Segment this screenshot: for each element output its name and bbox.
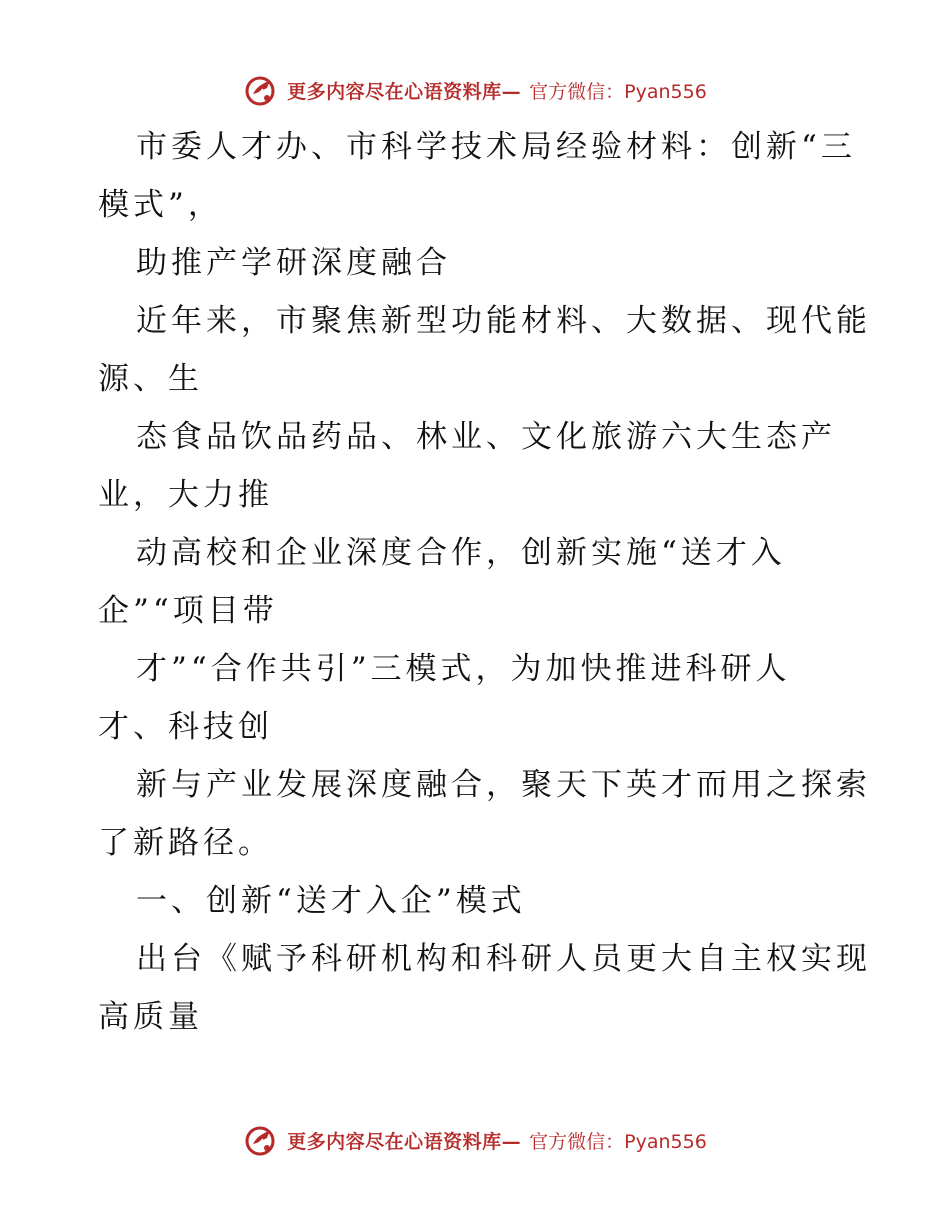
document-line: 出台《赋予科研机构和科研人员更大自主权实现 (136, 941, 871, 977)
document-line: 模式”， (98, 187, 223, 223)
banner-library-text: 更多内容尽在心语资料库— (287, 80, 522, 103)
banner-wechat-text: 官方微信：Pyan556 (529, 80, 707, 103)
document-line: 一、创新“送才入企”模式 (136, 883, 526, 919)
document-line: 高质量 (98, 999, 203, 1035)
banner-library-text: 更多内容尽在心语资料库— (287, 1130, 522, 1153)
document-line: 源、生 (98, 361, 203, 397)
document-line: 市委人才办、市科学技术局经验材料：创新“三 (136, 129, 856, 165)
document-line: 近年来，市聚焦新型功能材料、大数据、现代能 (136, 303, 871, 339)
document-line: 才、科技创 (98, 709, 273, 745)
library-logo-icon (243, 72, 279, 108)
document-line: 才”“合作共引”三模式，为加快推进科研人 (136, 651, 791, 687)
header-watermark-banner (0, 70, 950, 110)
document-line: 助推产学研深度融合 (136, 245, 451, 281)
library-logo-icon (243, 1122, 279, 1158)
banner-wechat-text: 官方微信：Pyan556 (529, 1130, 707, 1153)
document-line: 业，大力推 (98, 477, 273, 513)
document-line: 新与产业发展深度融合，聚天下英才而用之探索 (136, 767, 871, 803)
document-body (98, 118, 871, 1046)
document-line: 态食品饮品药品、林业、文化旅游六大生态产 (136, 419, 836, 455)
document-line: 了新路径。 (98, 825, 273, 861)
footer-watermark-banner (0, 1120, 950, 1160)
document-line: 动高校和企业深度合作，创新实施“送才入 (136, 535, 786, 571)
document-line: 企”“项目带 (98, 593, 278, 629)
